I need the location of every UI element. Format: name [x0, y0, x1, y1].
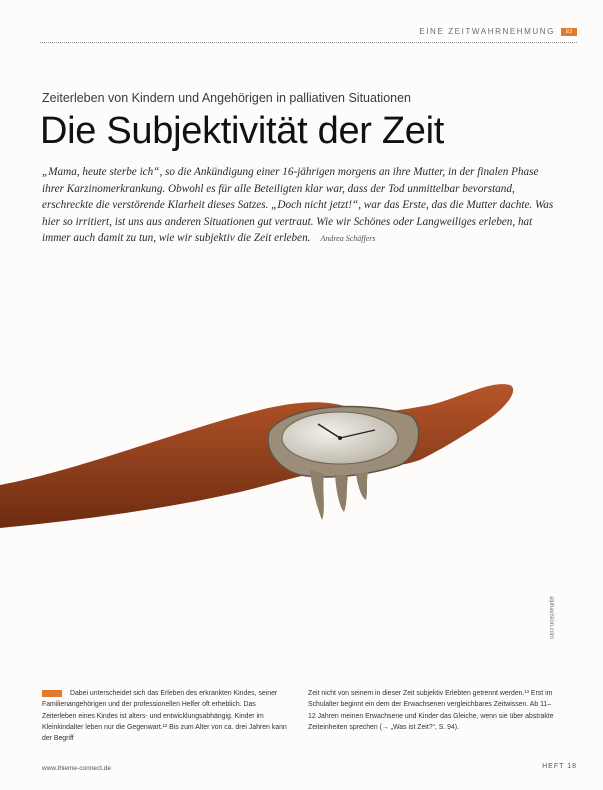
body-text-left: Dabei unterscheidet sich das Erleben des erkrankten Kindes, seiner Familienangehörigen und der professionellen Helfer oft erheblich. Das Zeiterleben eines Kindes ist alters- und entwicklungsabhängig. Kinder im Kleinkindalter leben nur die Gegenwart.¹² Bis zum Alter von ca. drei Jahren kann der Begriff	[42, 690, 287, 743]
clock-drip	[335, 474, 348, 512]
image-credit: alphavision.com	[548, 596, 554, 640]
author-name: Andrea Schäffers	[320, 234, 376, 244]
footer-url: www.thieme-connect.de	[42, 765, 112, 772]
article-lead	[42, 164, 562, 248]
body-column-left	[42, 688, 292, 744]
article-title: Die Subjektivität der Zeit	[40, 110, 445, 152]
lead-text: „Mama, heute sterbe ich“, so die Ankündigung einer 16-jährigen morgens an ihre Mutter, in der finalen Phase ihrer Karzinomerkrankung. Obwohl es für alle Beteiligten klar war, dass der Tod unmittelbar bevorstand, erschreckte die verstörende Klarheit dieses Satzes. „Doch nicht jetzt!“, war das Erste, das die Mutter dachte. Was hier so irritiert, ist uns aus anderen Situationen gut vertraut. Wie wir Schönes oder Langweiliges erleben, hat immer auch damit zu tun, wie wir subjektiv die Zeit erleben.	[42, 166, 554, 245]
clock-drip	[356, 472, 368, 500]
article-subtitle: Zeiterleben von Kindern und Angehörigen in palliativen Situationen	[42, 91, 412, 105]
section-marker	[42, 690, 62, 697]
footer-issue: HEFT 18	[542, 763, 577, 770]
clock-drip	[310, 470, 324, 520]
rubric-badge: E3	[561, 28, 577, 36]
header-rubric	[419, 27, 577, 36]
body-column-right: Zeit nicht von seinem in dieser Zeit subjektiv Erlebten getrennt werden.¹³ Erst im Schulalter beginnt ein dem der Erwachsenen vergleichbares Zeitwissen. Ab 11–12 Jahren meinen Erwachsene und Kinder das Gleiche, wenn sie über abstrakte Zeiteinheiten sprechen (→ „Was ist Zeit?“, S. 94).	[308, 690, 554, 731]
header-divider	[40, 42, 577, 43]
rubric-label: EINE ZEITWAHRNEHMUNG	[419, 27, 555, 36]
hand-holding-melting-clock-icon	[0, 370, 603, 560]
arm-shape	[0, 384, 513, 528]
